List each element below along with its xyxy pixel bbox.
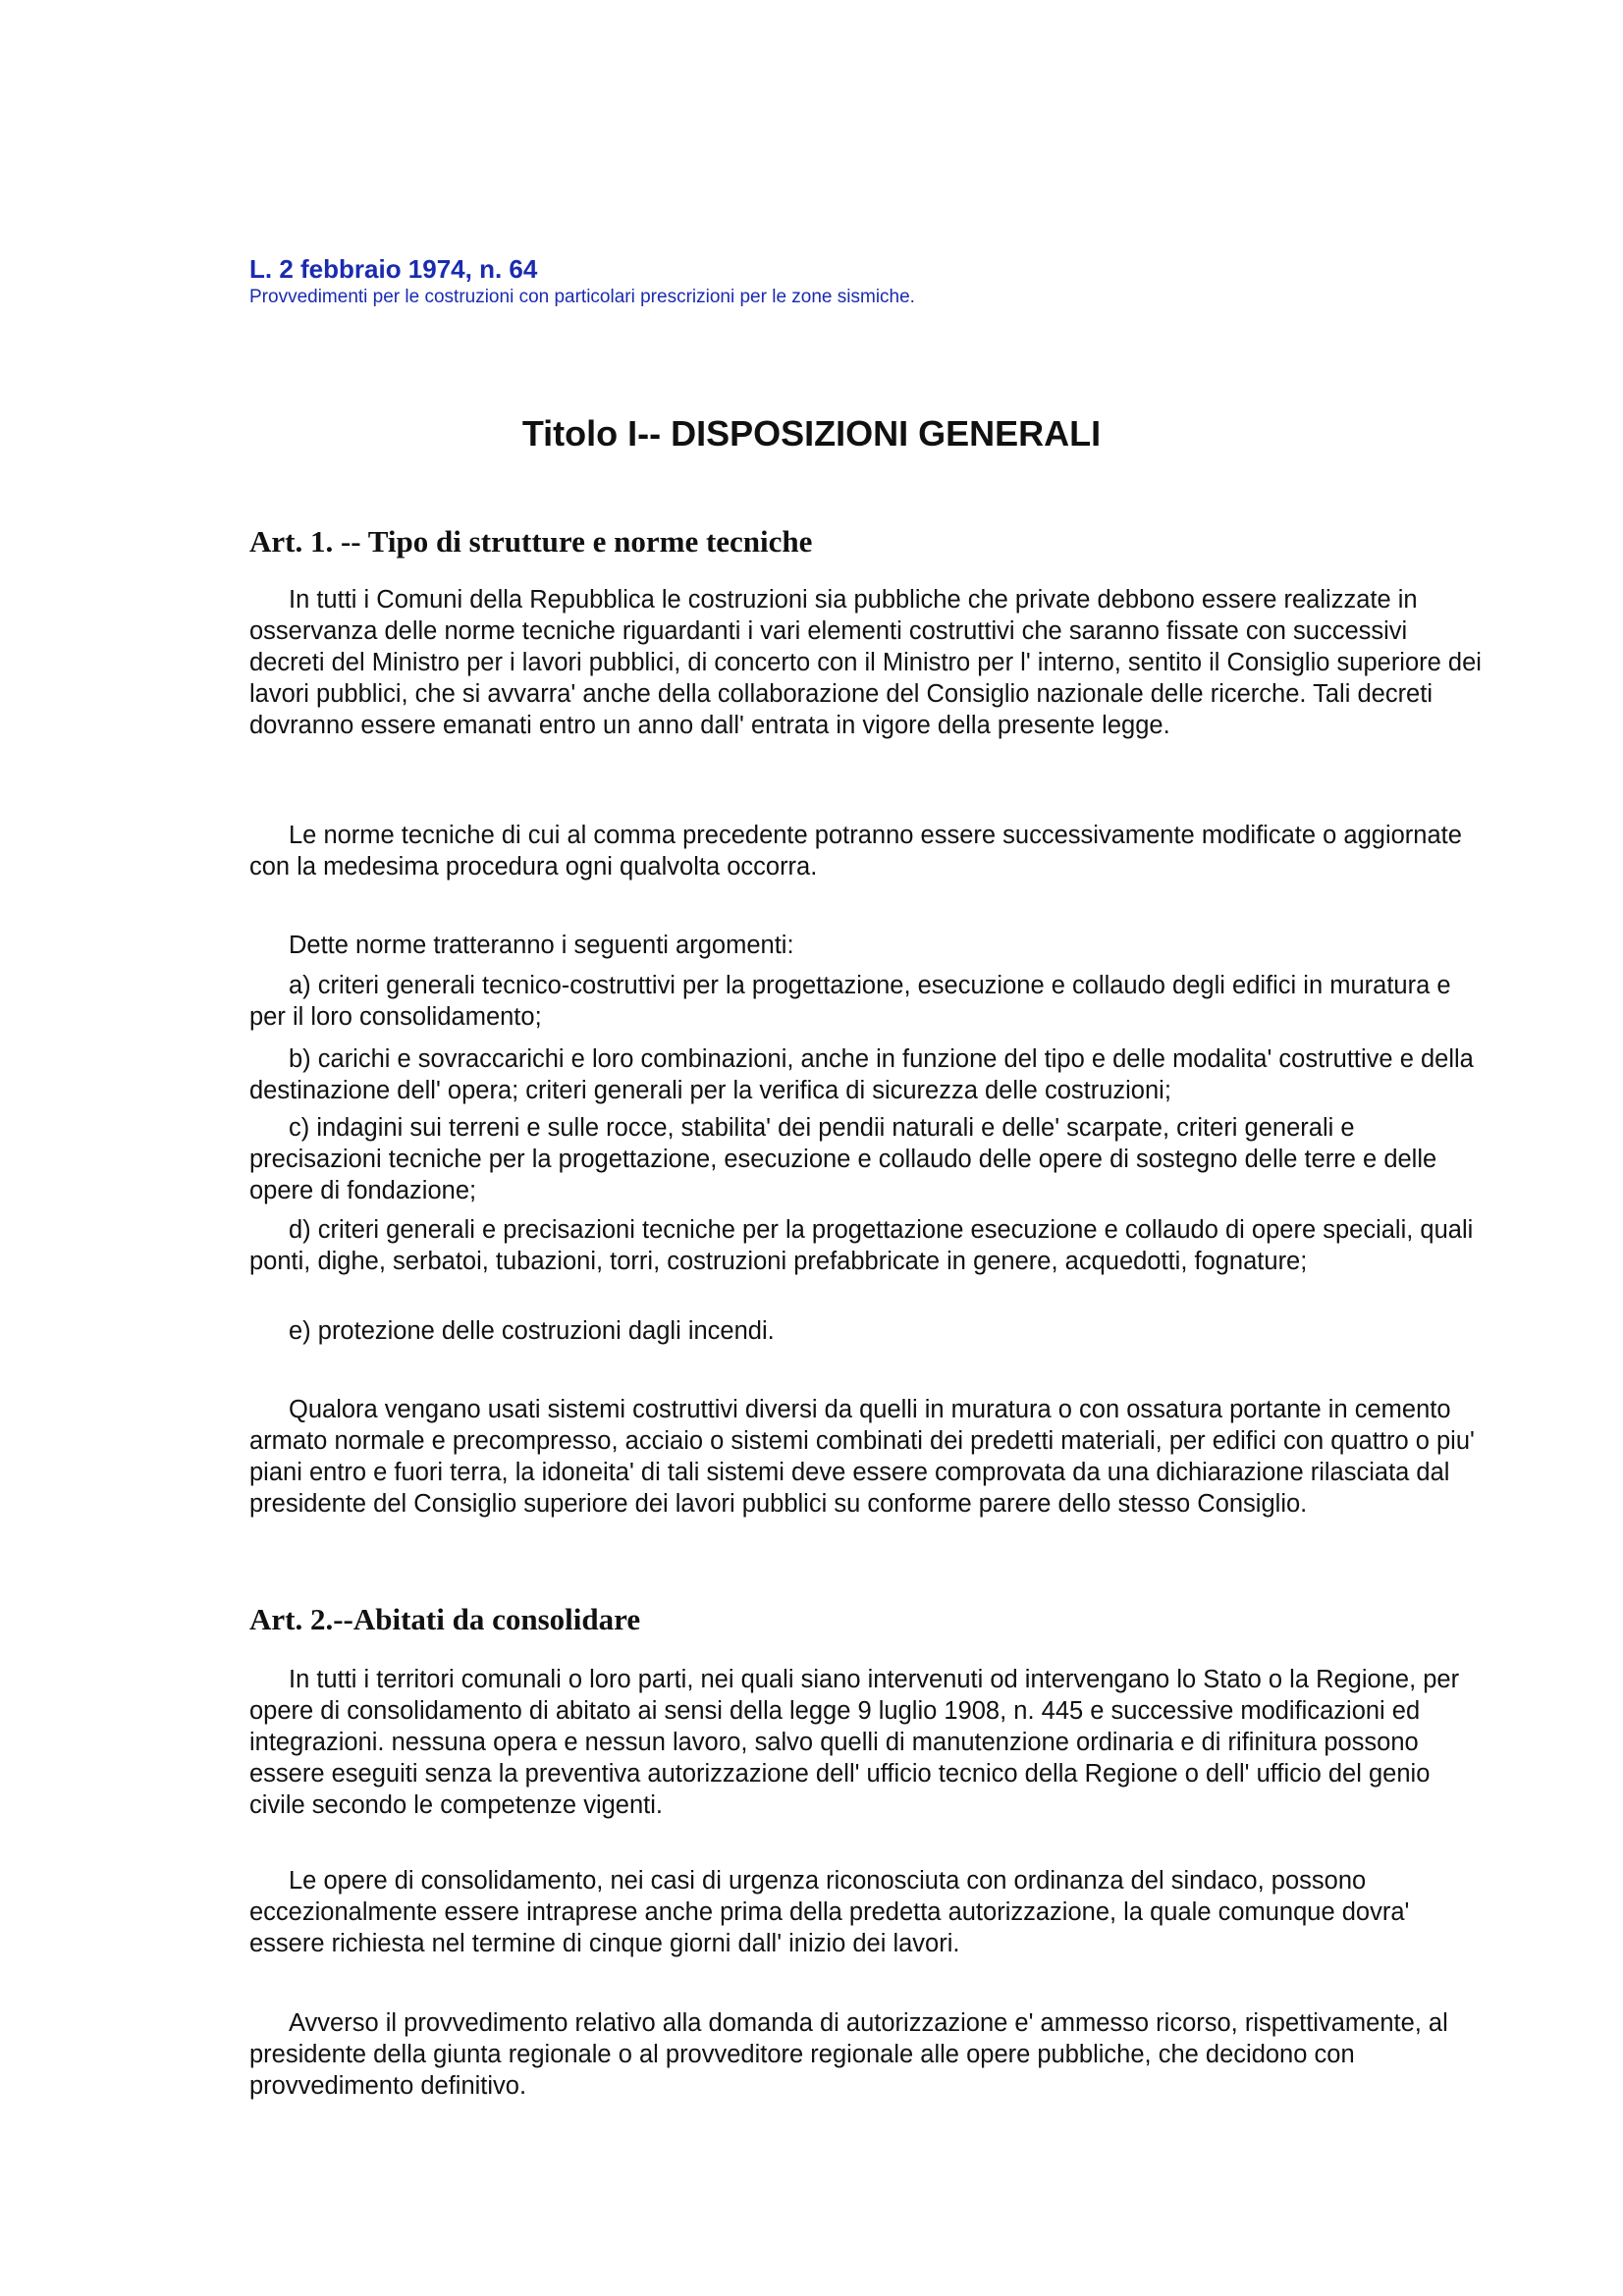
article-2-heading: Art. 2.--Abitati da consolidare: [249, 1602, 641, 1636]
article-1-item-b: b) carichi e sovraccarichi e loro combinazioni, anche in funzione del tipo e delle modalita' costruttive e della destinazione dell' opera; criteri generali per la verifica di sicurezza delle costruzioni;: [249, 1045, 1474, 1104]
article-1-item-d: d) criteri generali e precisazioni tecniche per la progettazione esecuzione e collaudo di opere speciali, quali ponti, dighe, serbatoi, tubazioni, torri, costruzioni prefabbricate in genere, acquedotti, fognature;: [249, 1216, 1474, 1275]
article-1-paragraph-4: Qualora vengano usati sistemi costruttivi diversi da quelli in muratura o con ossatura portante in cemento armato normale e precompresso, acciaio o sistemi combinati dei predetti materiali, per edifici con quattro o piu' piani entro e fuori terra, la idoneita' di tali sistemi deve essere comprovata da una dichiarazione rilasciata dal presidente del Consiglio superiore dei lavori pubblici su conforme parere dello stesso Consiglio.: [249, 1396, 1475, 1518]
article-1-item-c: c) indagini sui terreni e sulle rocce, stabilita' dei pendii naturali e delle' scarpate, criteri generali e precisazioni tecniche per la progettazione, esecuzione e collaudo delle opere di sostegno delle terre e delle opere di fondazione;: [249, 1114, 1437, 1204]
article-1-paragraph-2: Le norme tecniche di cui al comma precedente potranno essere successivamente modificate o aggiornate con la medesima procedura ogni qualvolta occorra.: [249, 822, 1462, 881]
law-header: [249, 253, 1477, 310]
article-1-paragraph-1: In tutti i Comuni della Repubblica le costruzioni sia pubbliche che private debbono essere realizzate in osservanza delle norme tecniche riguardanti i vari elementi costruttivi che saranno fissate con successivi decreti del Ministro per i lavori pubblici, di concerto con il Ministro per l' interno, sentito il Consiglio superiore dei lavori pubblici, che si avvarra' anche della collaborazione del Consiglio nazionale delle ricerche. Tali decreti dovranno essere emanati entro un anno dall' entrata in vigore della presente legge.: [249, 586, 1482, 739]
article-1-paragraph-3: Dette norme tratteranno i seguenti argomenti:: [289, 932, 794, 959]
article-1-item-a: a) criteri generali tecnico-costruttivi per la progettazione, esecuzione e collaudo degli edifici in muratura e per il loro consolidamento;: [249, 972, 1451, 1031]
article-2-paragraph-3: Avverso il provvedimento relativo alla domanda di autorizzazione e' ammesso ricorso, rispettivamente, al presidente della giunta regionale o al provveditore regionale alle opere pubbliche, che decidono con provvedimento definitivo.: [249, 2009, 1448, 2100]
article-1-heading: Art. 1. -- Tipo di strutture e norme tecniche: [249, 524, 813, 559]
section-title: Titolo I-- DISPOSIZIONI GENERALI: [521, 413, 1102, 454]
article-2-paragraph-2: Le opere di consolidamento, nei casi di urgenza riconosciuta con ordinanza del sindaco, possono eccezionalmente essere intraprese anche prima della predetta autorizzazione, la quale comunque dovra' essere richiesta nel termine di cinque giorni dall' inizio dei lavori.: [249, 1867, 1410, 1957]
law-subtitle: Provvedimenti per le costruzioni con particolari prescrizioni per le zone sismiche.: [249, 287, 915, 307]
article-2-paragraph-1: In tutti i territori comunali o loro parti, nei quali siano intervenuti od intervengano lo Stato o la Regione, per opere di consolidamento di abitato ai sensi della legge 9 luglio 1908, n. 445 e successive modificazioni ed integrazioni. nessuna opera e nessun lavoro, salvo quelli di manutenzione ordinaria e di rifinitura possono essere eseguiti senza la preventiva autorizzazione dell' ufficio tecnico della Regione o dell' ufficio del genio civile secondo le competenze vigenti.: [249, 1666, 1460, 1819]
law-title: L. 2 febbraio 1974, n. 64: [249, 254, 538, 284]
article-1-item-e: e) protezione delle costruzioni dagli incendi.: [289, 1317, 775, 1345]
